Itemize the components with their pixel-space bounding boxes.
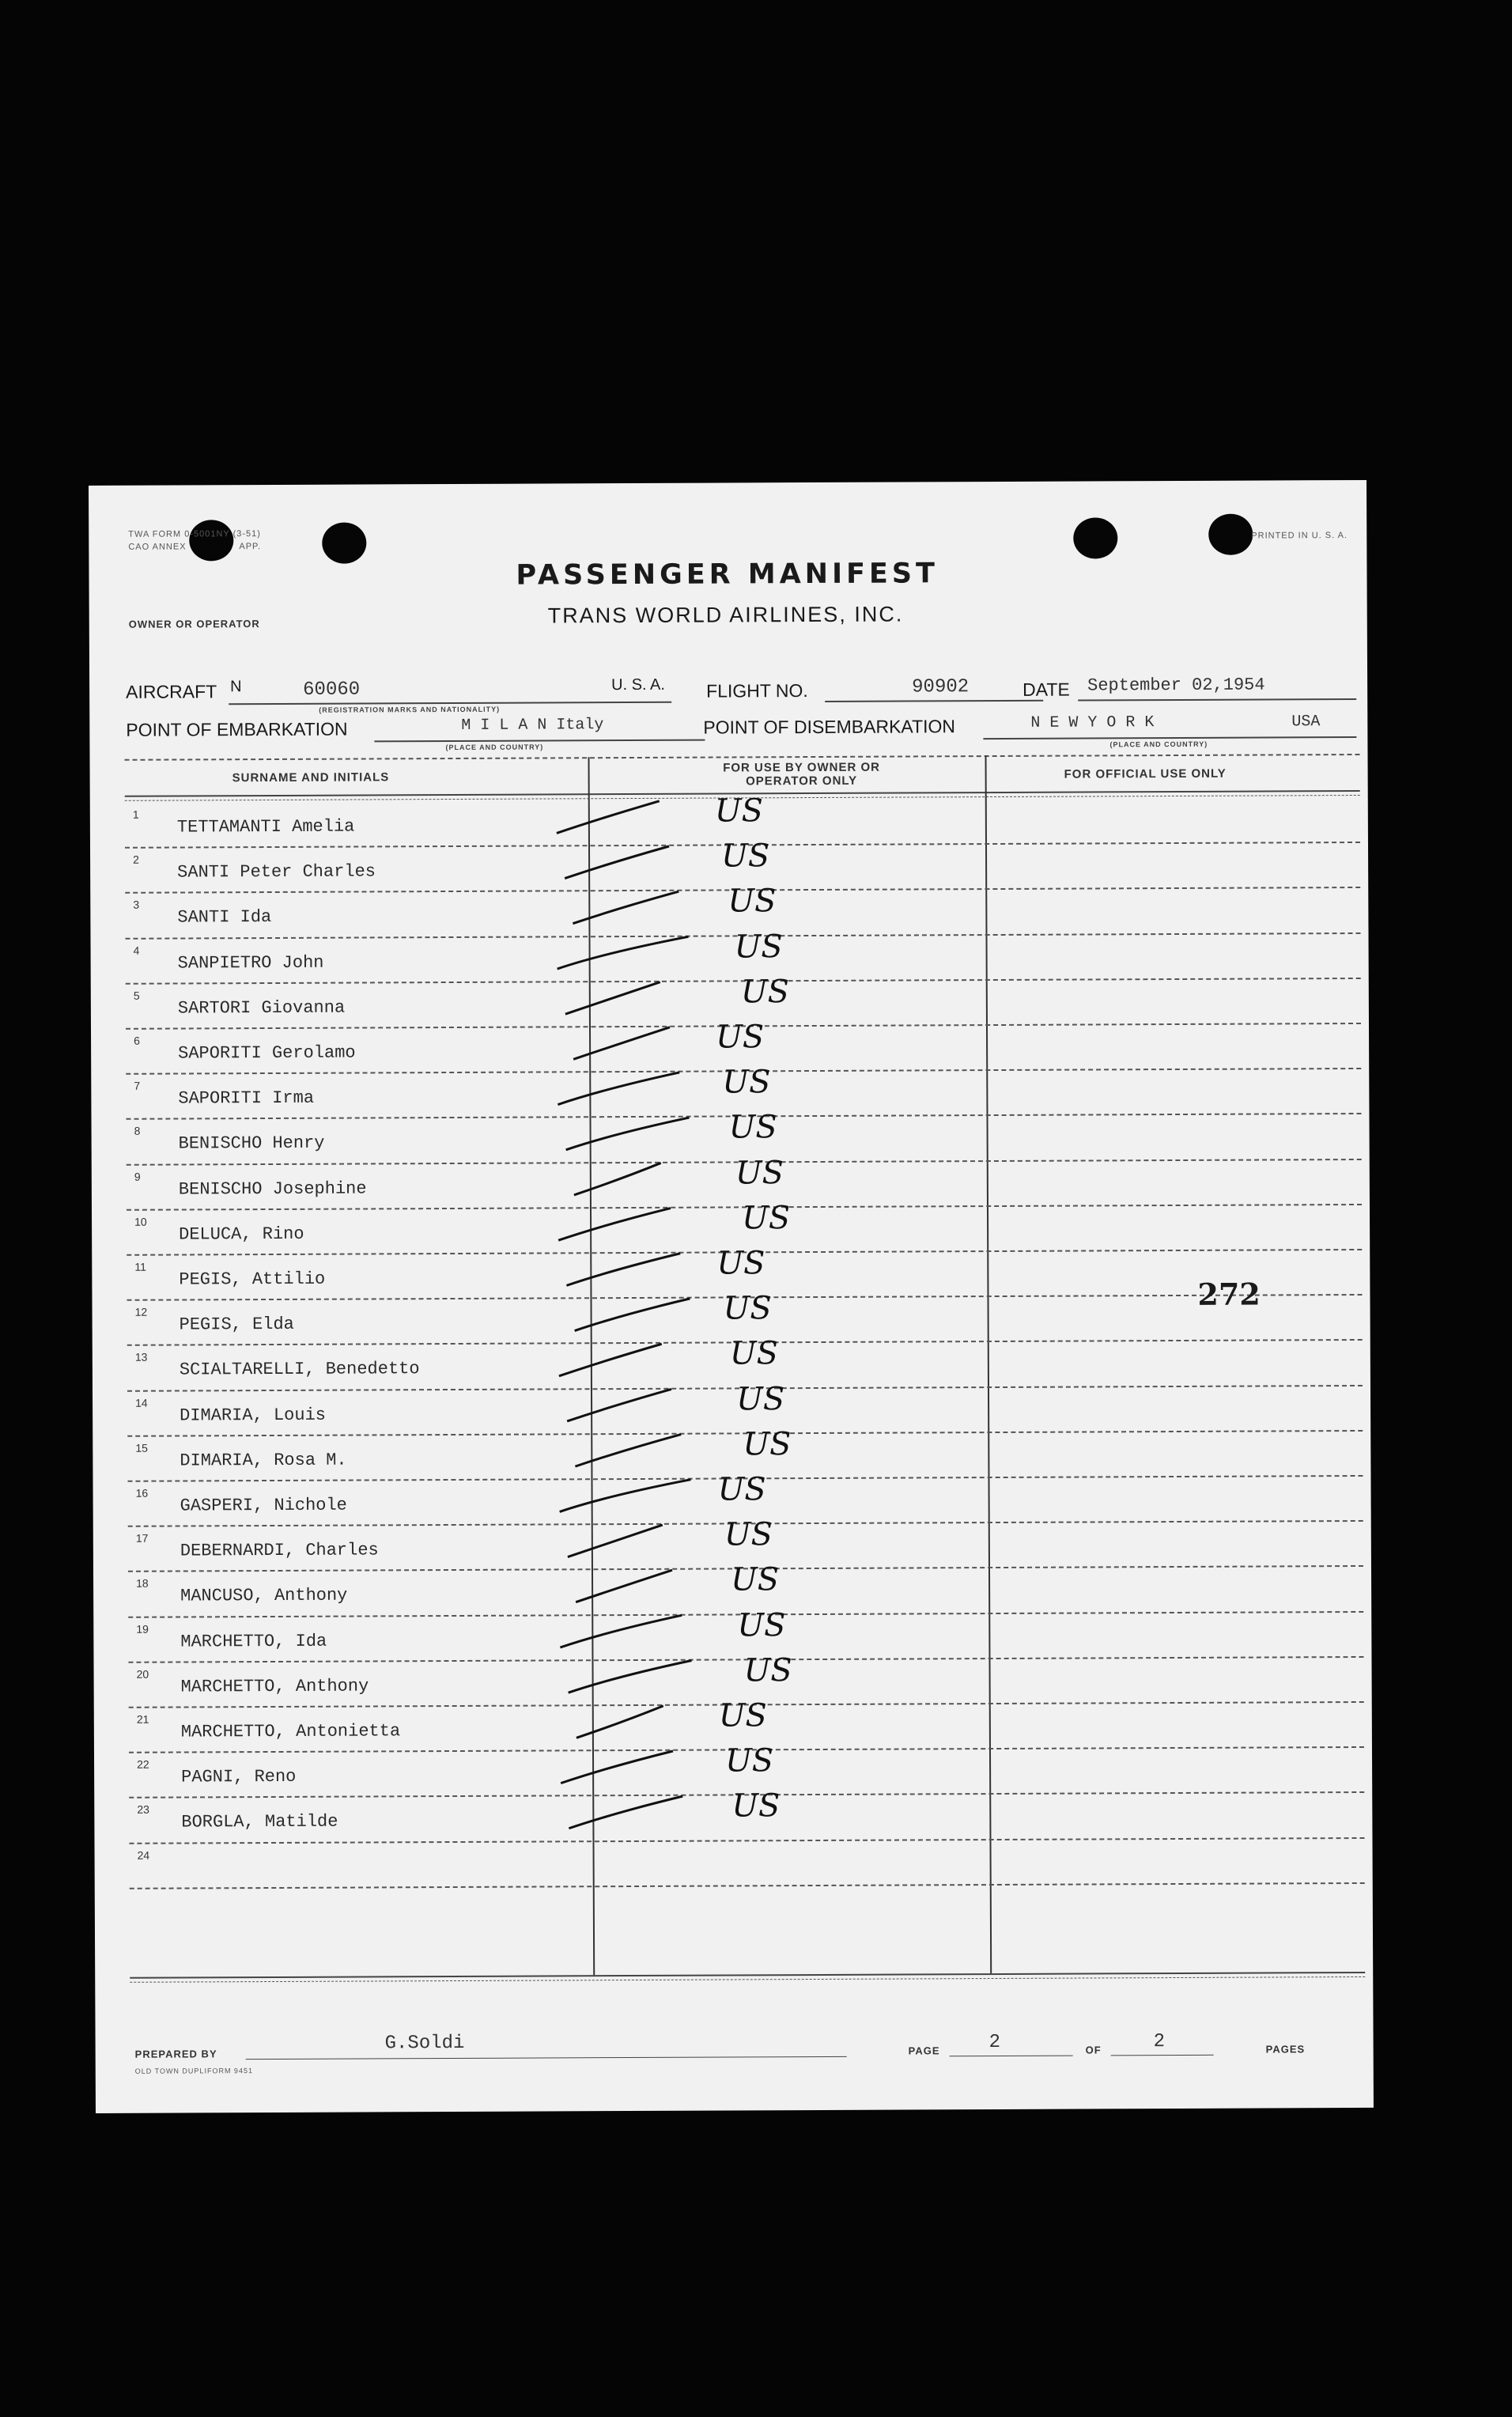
row-number: 2 bbox=[133, 853, 139, 866]
checkmark-stroke bbox=[559, 1344, 662, 1376]
owner-mark: US bbox=[723, 1290, 772, 1327]
passenger-name: DELUCA, Rino bbox=[179, 1224, 304, 1245]
checkmark-stroke bbox=[557, 801, 660, 834]
column-owner-use: FOR USE BY OWNER OR OPERATOR ONLY bbox=[723, 760, 880, 789]
owner-mark: US bbox=[735, 1380, 785, 1418]
checkmark-stroke bbox=[574, 1299, 690, 1331]
owner-mark: US bbox=[737, 1606, 786, 1644]
passenger-name: TETTAMANTI Amelia bbox=[176, 816, 355, 838]
checkmark-stroke bbox=[573, 891, 679, 924]
checkmark-stroke bbox=[558, 1208, 671, 1241]
nationality: U. S. A. bbox=[611, 675, 665, 694]
passenger-name: SARTORI Giovanna bbox=[177, 997, 346, 1019]
manifest-sheet bbox=[89, 480, 1374, 2113]
row-number: 20 bbox=[136, 1667, 149, 1681]
checkmark-stroke bbox=[575, 1435, 681, 1467]
passenger-name: DIMARIA, Louis bbox=[180, 1405, 327, 1426]
passenger-name: BENISCHO Josephine bbox=[178, 1178, 367, 1200]
passenger-name: MARCHETTO, Antonietta bbox=[180, 1721, 401, 1742]
passenger-name: MARCHETTO, Ida bbox=[180, 1631, 327, 1652]
column-surname: SURNAME AND INITIALS bbox=[232, 770, 390, 785]
row-number: 6 bbox=[134, 1034, 140, 1047]
flight-value: 90902 bbox=[912, 676, 970, 698]
owner-mark: US bbox=[741, 1199, 791, 1237]
owner-mark: US bbox=[729, 1335, 779, 1372]
of-label: OF bbox=[1085, 2044, 1102, 2056]
column-official-use: FOR OFFICIAL USE ONLY bbox=[1064, 766, 1227, 781]
embark-caption: (PLACE AND COUNTRY) bbox=[445, 743, 544, 752]
owner-mark: US bbox=[714, 792, 764, 830]
row-number: 21 bbox=[136, 1712, 149, 1726]
checkmark-stroke bbox=[568, 1525, 663, 1557]
checkmark-stroke bbox=[573, 1027, 670, 1060]
row-number: 22 bbox=[137, 1757, 149, 1771]
checkmark-stroke bbox=[565, 846, 669, 879]
passenger-name: SANPIETRO John bbox=[177, 952, 324, 974]
checkmark-stroke bbox=[569, 1796, 682, 1829]
passenger-name: DEBERNARDI, Charles bbox=[180, 1540, 379, 1561]
row-number: 9 bbox=[134, 1170, 141, 1183]
row-number: 14 bbox=[135, 1396, 148, 1409]
passenger-name: BORGLA, Matilde bbox=[181, 1812, 338, 1833]
checkmark-stroke bbox=[565, 982, 660, 1015]
checkmark-stroke bbox=[576, 1706, 663, 1738]
row-number: 16 bbox=[135, 1486, 149, 1500]
owner-mark: US bbox=[724, 1742, 774, 1780]
passenger-name: SAPORITI Gerolamo bbox=[178, 1042, 356, 1064]
official-note: 272 bbox=[1197, 1276, 1261, 1312]
cao-app: APP. bbox=[239, 542, 262, 552]
checkmark-stroke bbox=[566, 1254, 680, 1286]
embark-value: M I L A N Italy bbox=[461, 716, 604, 735]
checkmark-stroke bbox=[557, 936, 688, 969]
checkmark-stroke bbox=[561, 1751, 673, 1783]
checkmark-stroke bbox=[560, 1615, 682, 1647]
passenger-name: DIMARIA, Rosa M. bbox=[180, 1450, 347, 1471]
page-title: PASSENGER MANIFEST bbox=[516, 558, 939, 592]
row-number: 24 bbox=[137, 1848, 150, 1862]
checkmark-stroke bbox=[567, 1389, 671, 1421]
row-number: 12 bbox=[134, 1305, 148, 1318]
disembark-label: POINT OF DISEMBARKATION bbox=[703, 716, 956, 738]
owner-mark: US bbox=[722, 1064, 771, 1101]
owner-mark: US bbox=[730, 1561, 780, 1598]
owner-mark: US bbox=[728, 883, 777, 920]
owner-mark: US bbox=[735, 1154, 784, 1192]
row-number: 10 bbox=[134, 1215, 147, 1228]
passenger-name: SANTI Peter Charles bbox=[177, 861, 376, 883]
embark-label: POINT OF EMBARKATION bbox=[126, 718, 348, 740]
passenger-name: MARCHETTO, Anthony bbox=[180, 1676, 369, 1697]
passenger-name: SAPORITI Irma bbox=[178, 1087, 315, 1109]
printer-imprint: OLD TOWN DUPLIFORM 9451 bbox=[134, 2067, 253, 2075]
row-number: 18 bbox=[136, 1577, 149, 1591]
registration-caption: (REGISTRATION MARKS AND NATIONALITY) bbox=[319, 705, 501, 714]
row-number: 15 bbox=[135, 1441, 148, 1454]
owner-mark: US bbox=[720, 838, 770, 875]
flight-label: FLIGHT NO. bbox=[706, 680, 808, 702]
row-number: 11 bbox=[134, 1260, 146, 1273]
owner-mark: US bbox=[734, 928, 783, 966]
passenger-name: BENISCHO Henry bbox=[178, 1133, 325, 1154]
passenger-name: SCIALTARELLI, Benedetto bbox=[179, 1359, 420, 1380]
form-id: TWA FORM 0-5001NY (3-51) bbox=[128, 529, 261, 539]
date-label: DATE bbox=[1022, 679, 1070, 700]
checkmark-stroke bbox=[574, 1163, 661, 1194]
passenger-name: PEGIS, Elda bbox=[179, 1314, 294, 1335]
page-label: PAGE bbox=[908, 2044, 940, 2057]
pages-label: PAGES bbox=[1265, 2043, 1306, 2056]
row-number: 4 bbox=[133, 944, 140, 957]
disembark-value: N E W Y O R K bbox=[1030, 713, 1155, 732]
printed-in: PRINTED IN U. S. A. bbox=[1251, 531, 1348, 541]
disembark-country: USA bbox=[1291, 713, 1321, 732]
row-number: 1 bbox=[132, 808, 139, 821]
owner-mark: US bbox=[724, 1516, 773, 1553]
passenger-name: GASPERI, Nichole bbox=[180, 1495, 347, 1516]
passenger-name: MANCUSO, Anthony bbox=[180, 1585, 348, 1606]
checkmark-stroke bbox=[559, 1480, 690, 1512]
owner-mark: US bbox=[716, 1245, 765, 1282]
cao-annex: CAO ANNEX bbox=[128, 542, 187, 552]
checkmark-stroke bbox=[565, 1118, 689, 1150]
row-number: 8 bbox=[134, 1125, 141, 1138]
aircraft-prefix: N bbox=[230, 678, 242, 696]
checkmark-layer bbox=[89, 480, 1374, 2113]
row-number: 13 bbox=[134, 1351, 148, 1364]
owner-mark: US bbox=[717, 1471, 766, 1508]
row-number: 19 bbox=[136, 1622, 149, 1636]
row-number: 3 bbox=[133, 898, 140, 912]
owner-mark: US bbox=[743, 1425, 792, 1463]
disembark-caption: (PLACE AND COUNTRY) bbox=[1109, 739, 1208, 749]
date-value: September 02,1954 bbox=[1087, 675, 1265, 696]
owner-mark: US bbox=[715, 1019, 765, 1056]
passenger-name: PAGNI, Reno bbox=[181, 1767, 297, 1787]
company-name: TRANS WORLD AIRLINES, INC. bbox=[547, 602, 904, 628]
passenger-name: SANTI Ida bbox=[177, 907, 272, 928]
passenger-name: PEGIS, Attilio bbox=[179, 1269, 326, 1290]
owner-mark: US bbox=[718, 1697, 768, 1734]
checkmark-stroke bbox=[558, 1072, 679, 1105]
of-value: 2 bbox=[1153, 2031, 1166, 2053]
prepared-label: PREPARED BY bbox=[134, 2048, 217, 2060]
checkmark-stroke bbox=[576, 1570, 672, 1602]
owner-label: OWNER OR OPERATOR bbox=[128, 618, 260, 630]
prepared-value: G.Soldi bbox=[384, 2032, 465, 2055]
row-number: 23 bbox=[137, 1803, 149, 1817]
aircraft-label: AIRCRAFT bbox=[126, 681, 217, 702]
aircraft-value: 60060 bbox=[303, 679, 361, 701]
owner-mark: US bbox=[731, 1787, 781, 1825]
owner-mark: US bbox=[740, 973, 790, 1011]
row-number: 5 bbox=[133, 989, 140, 1002]
row-number: 7 bbox=[134, 1079, 141, 1092]
checkmark-stroke bbox=[568, 1660, 691, 1693]
owner-mark: US bbox=[743, 1651, 792, 1689]
owner-mark: US bbox=[728, 1109, 777, 1146]
page-value: 2 bbox=[988, 2031, 1001, 2054]
row-number: 17 bbox=[135, 1531, 149, 1545]
